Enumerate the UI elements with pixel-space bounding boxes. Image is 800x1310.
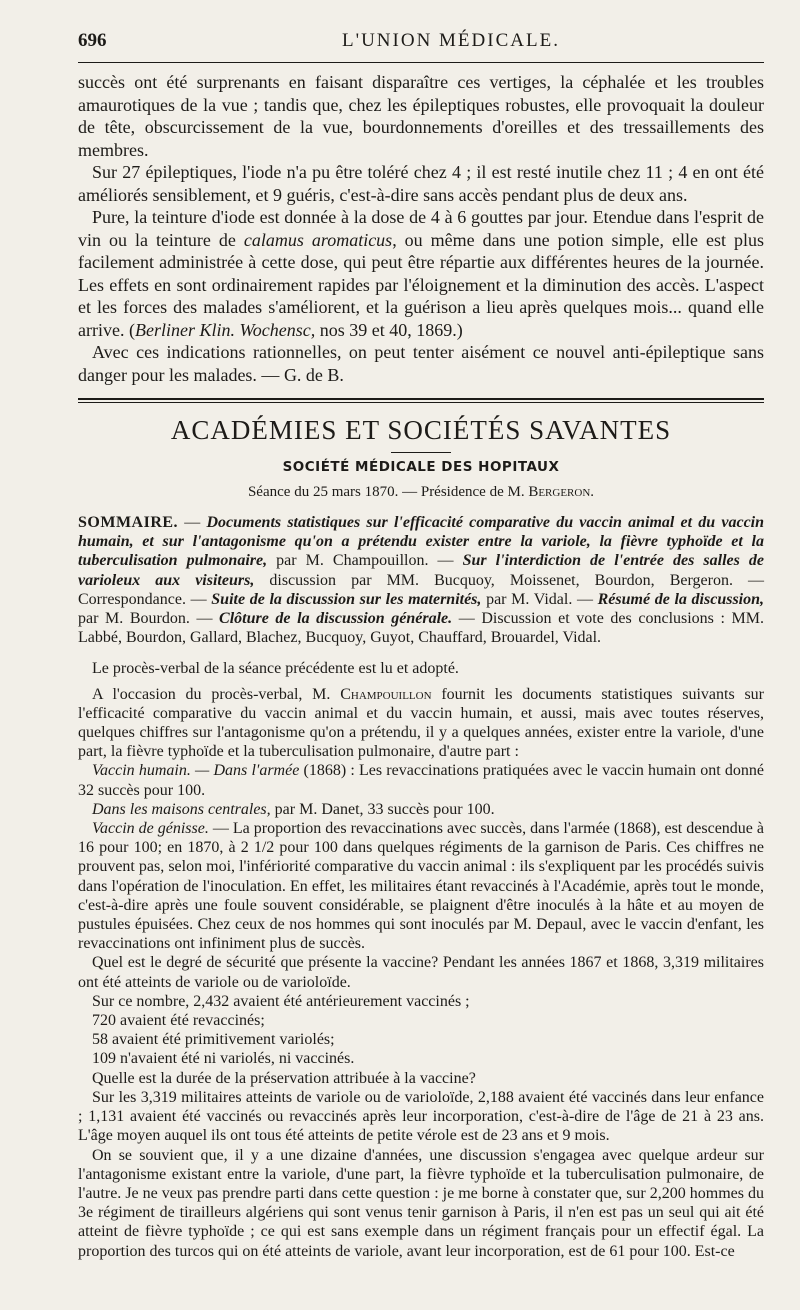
- page-number: 696: [78, 30, 107, 51]
- author-signature: G. de B.: [283, 364, 344, 385]
- source-citation: Berliner Klin. Wochensc,: [134, 319, 316, 340]
- society-report: [78, 513, 764, 1261]
- report-paragraph: 109 n'avaient été ni variolés, ni vaccinés.: [92, 1050, 355, 1068]
- article-paragraph: succès ont été surprenants en faisant disparaître ces vertiges, la céphalée et les troubles amaurotiques de la vue ; tandis que, chez les épileptiques robustes, elle provoquait la douleur de tête, obscurcissement de la vue, bourdonnements d'oreilles et des tressaillements des membres.: [78, 72, 764, 160]
- iodine-article: [78, 71, 764, 386]
- report-paragraph: A l'occasion du procès-verbal, M. Champouillon fournit les documents statistiques suivants sur l'efficacité comparative du vaccin animal et du vaccin humain, et aussi, mais avec toutes réserves, quelques chiffres sur l'antagonisme qu'on a prétendu, il y a quelques années, exister entre la variole, d'une part, la fièvre typhoïde et la tuberculisation pulmonaire, d'autre part :: [78, 685, 765, 761]
- section-divider: [78, 398, 764, 403]
- report-paragraph: Dans les maisons centrales, par M. Danet, 33 succès pour 100.: [92, 800, 495, 818]
- header-rule: [78, 62, 764, 63]
- short-rule: [391, 452, 451, 453]
- summary: SOMMAIRE. — Documents statistiques sur l'efficacité comparative du vaccin animal et du vaccin humain, et sur l'antagonisme qu'on a prétendu exister entre la variole, la fièvre typhoïde et la tuberculisation pulmonaire, par M. Champouillon. — Sur l'interdiction de l'entrée des salles de varioleux aux visiteurs, discussion par MM. Bucquoy, Moissenet, Bourdon, Bergeron. — Correspondance. — Suite de la discussion sur les maternités, par M. Vidal. — Résumé de la discussion, par M. Bourdon. — Clôture de la discussion générale. — Discussion et vote des conclusions : MM. Labbé, Bourdon, Gallard, Blachez, Bucquoy, Guyot, Chauffard, Brouardel, Vidal.: [78, 514, 765, 647]
- report-paragraph: Sur ce nombre, 2,432 avaient été antérieurement vaccinés ;: [92, 992, 470, 1010]
- report-paragraph: Quel est le degré de sécurité que présente la vaccine? Pendant les années 1867 et 1868, 3,319 militaires ont été atteints de variole ou de varioloïde.: [78, 954, 764, 991]
- article-paragraph: Avec ces indications rationnelles, on peut tenter aisément ce nouvel anti-épileptique sans danger pour les malades. — G. de B.: [78, 342, 764, 385]
- report-paragraph: 720 avaient été revaccinés;: [92, 1012, 265, 1030]
- running-head: [78, 22, 764, 56]
- minutes-paragraph: Le procès-verbal de la séance précédente est lu et adopté.: [92, 660, 459, 678]
- report-paragraph: Vaccin de génisse. — La proportion des revaccinations avec succès, dans l'armée (1868), est descendue à 16 pour 100; en 1870, à 2 1/2 pour 100 dans quelques régiments de la garnison de Paris. Ces chiffres ne prouvent pas, selon moi, l'infériorité comparative du vaccin animal : ils s'expliquent par les procédés suivis dans l'opération de l'inoculation. En effet, les militaires étant revaccinés à l'Académie, après tout le monde, c'est-à-dire après une foule souvent considérable, se plaignent d'être inoculés à la hâte et au moyen de pustules épuisées. Chez ceux de nos hommes qui sont inoculés par M. Depaul, avec le vaccin d'enfant, les revaccinations ont infiniment plus de succès.: [78, 820, 764, 953]
- report-paragraph: Quelle est la durée de la préservation attribuée à la vaccine?: [92, 1069, 476, 1087]
- society-heading: SOCIÉTÉ MÉDICALE DES HOPITAUX: [282, 459, 560, 475]
- report-paragraph: On se souvient que, il y a une dizaine d'années, une discussion s'engagea avec quelque ardeur sur l'antagonisme existant entre la variole, d'une part, la fièvre typhoïde et la tuberculisation pulmonaire, de l'autre. Je ne veux pas prendre parti dans cette question : je me borne à constater que, sur 2,200 hommes du 3e régiment de tirailleurs algériens qui sont venus tenir garnison à Paris, il n'en est pas un seul qui ait été atteint de fièvre typhoïde ; ce qui est sans exemple dans un régiment français pour un effectif égal. La proportion des turcos qui on été atteints de variole, avant leur incorporation, est de 61 pour 100. Est-ce: [78, 1146, 764, 1260]
- latin-term: calamus aromaticus: [243, 229, 393, 250]
- session-line: Séance du 25 mars 1870. — Présidence de M. Bergeron.: [247, 484, 595, 500]
- report-paragraph: Sur les 3,319 militaires atteints de variole ou de varioloïde, 2,188 avaient été vaccinés dans leur enfance ; 1,131 avaient été vaccinés ou revaccinés après leur incorporation, c'est-à-dire de l'âge de 21 à 23 ans. L'âge moyen auquel ils ont tous été atteints de petite vérole est de 23 ans et 9 mois.: [78, 1088, 764, 1145]
- report-paragraph: Vaccin humain. — Dans l'armée (1868) : Les revaccinations pratiquées avec le vaccin humain ont donné 32 succès pour 100.: [78, 762, 764, 799]
- article-paragraph: Pure, la teinture d'iode est donnée à la dose de 4 à 6 gouttes par jour. Etendue dans l'esprit de vin ou la teinture de calamus aromaticus, ou même dans une potion simple, elle est plus facilement administrée à cette dose, qui peut être répartie aux différentes heures de la journée. Les effets en sont ordinairement rapides par l'éloignement et la diminution des accès. L'aspect et les forces des malades s'améliorent, et la guérison a lieu après quelques mois... quand elle arrive. (Berliner Klin. Wochensc, nos 39 et 40, 1869.): [78, 207, 764, 340]
- section-heading: ACADÉMIES ET SOCIÉTÉS SAVANTES: [170, 415, 672, 445]
- journal-title: L'UNION MÉDICALE.: [342, 30, 560, 51]
- article-paragraph: Sur 27 épileptiques, l'iode n'a pu être toléré chez 4 ; il est resté inutile chez 11 ; 4 en ont été améliorés sensiblement, et 9 guéris, c'est-à-dire sans accès pendant plus de deux ans.: [78, 162, 764, 205]
- report-paragraph: 58 avaient été primitivement variolés;: [92, 1031, 335, 1049]
